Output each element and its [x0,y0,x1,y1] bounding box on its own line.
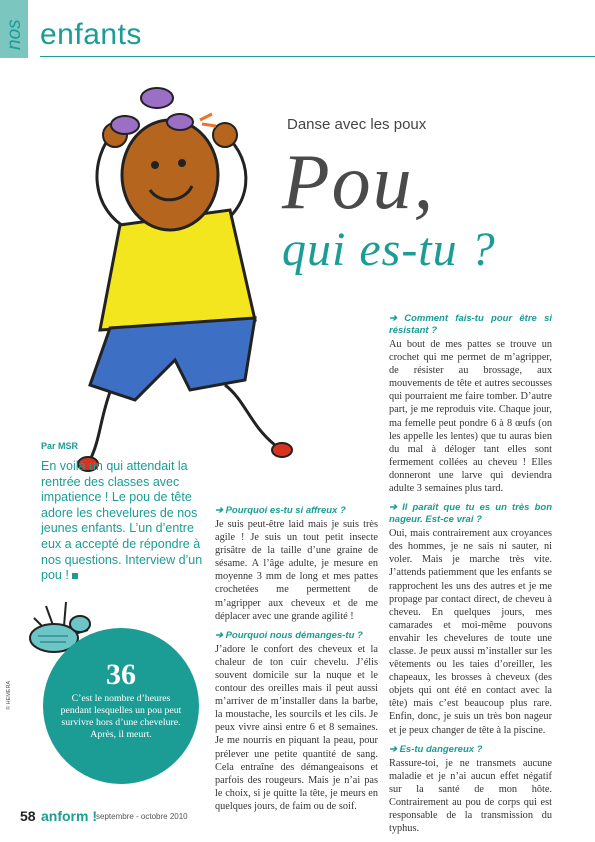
intro-text: En voilà un qui attendait la rentrée des classes avec impatience ! Le pou de tête adore les chevelures de nos jeunes enfants. L’un d’entre eux a accepté de répondre à nos questions. Interview d’un pou ! [41,459,203,583]
child-illustration [60,80,300,480]
question-heading: ➔ Es-tu dangereux ? [389,743,483,755]
answer-text: Rassure-toi, je ne transmets aucune maladie et je n’ai aucun effet négatif sur la santé de mon hôte. Contrairement au pou de corps qui est responsable de la transmission du typhus. [389,757,552,835]
article-kicker: Danse avec les poux [287,116,427,133]
answer-text: Au bout de mes pattes se trouve un crochet qui me permet de m’agripper, de résister au brossage, aux mouvements de tête et autres secousses qui pourraient me faire tomber. D’autre part, je me reproduis vite. Chaque jour, ma femelle peut pondre 6 à 8 œufs (on les appelle les lentes) que tu auras bien du mal à déloger tant elles sont fermement collées au cheveu ! Elles donneront une larve qui deviendra adulte 3 semaines plus tard. [389,339,552,495]
byline: Par MSR [41,441,79,451]
article-subtitle: qui es-tu ? [282,223,496,276]
stat-text: C’est le nombre d’heures pendant lesquelles un pou peut survivre hors d’une chevelure. Après, il meurt. [60,693,182,740]
question-heading: ➔ Comment fais-tu pour être si résistant ? [389,313,552,336]
question-heading: ➔ Il paraît que tu es un très bon nageur. Est-ce vrai ? [389,502,552,526]
magazine-name: anform ! [41,808,97,824]
column-1 [215,505,378,820]
question-heading: ➔ Pourquoi nous démanges-tu ? [215,629,363,641]
stat-number: 36 [106,658,136,691]
question-heading: ➔ Pourquoi es-tu si affreux ? [215,505,346,516]
answer-text: J’adore le confort des cheveux et la chaleur de ton cuir chevelu. J’élis souvent domicile sur la nuque et le contour des oreilles mais il peut aussi m’arriver de m’installer dans la barbe, la moustache, les sourcils et les cils. Je peux vivre ainsi entre 6 et 8 semaines. Je me nourris en piquant la peau, pour prélever une petite quantité de sang. Cela entraîne des démangeaisons et parfois des rougeurs. Mais je n’ai pas le choix, si je quitte la tête, je meurs en quelques jours, de faim ou de soif. [215,643,378,812]
rubric-divider [40,56,595,57]
end-mark-icon [72,573,78,579]
rubric-label: enfants [40,18,142,51]
page-number: 58 [20,808,36,824]
rubric-small-label: nos [4,19,25,50]
photo-credit: © HEMERA [6,680,12,710]
issue-date: septembre - octobre 2010 [96,812,188,821]
answer-text: Oui, mais contrairement aux croyances des hommes, je ne sais ni sauter, ni voler. Mais je marche très vite. J’attends patiemment que les enfants se rapprochent les uns des autres et je me propage par contact direct, de cheveu à cheveu. En quelques jours, mes camarades et moi-même pouvons envahir les chevelures de toute une classe. Je peux aussi m’installer sur les vêtements ou les taies d’oreiller, les chapeaux, les brosses à cheveux (des objets qui ont été en contact avec la tête) mais c’est beaucoup plus rare. Enfin, donc, je suis un très bon nageur et je peux changer de tête à la piscine. [389,528,552,736]
intro-paragraph [41,459,203,584]
answer-text: Je suis peut-être laid mais je suis très agile ! Je suis un tout petit insecte grisâtre de la taille d’une graine de sésame. A l’âge adulte, je mesure en moyenne 3 mm de long et mes pattes crochetées me permettent de m’agripper aux cheveux et de me déplacer avec une grande agilité ! [215,519,378,622]
article-title: Pou, [282,138,436,225]
column-2 [389,313,552,842]
